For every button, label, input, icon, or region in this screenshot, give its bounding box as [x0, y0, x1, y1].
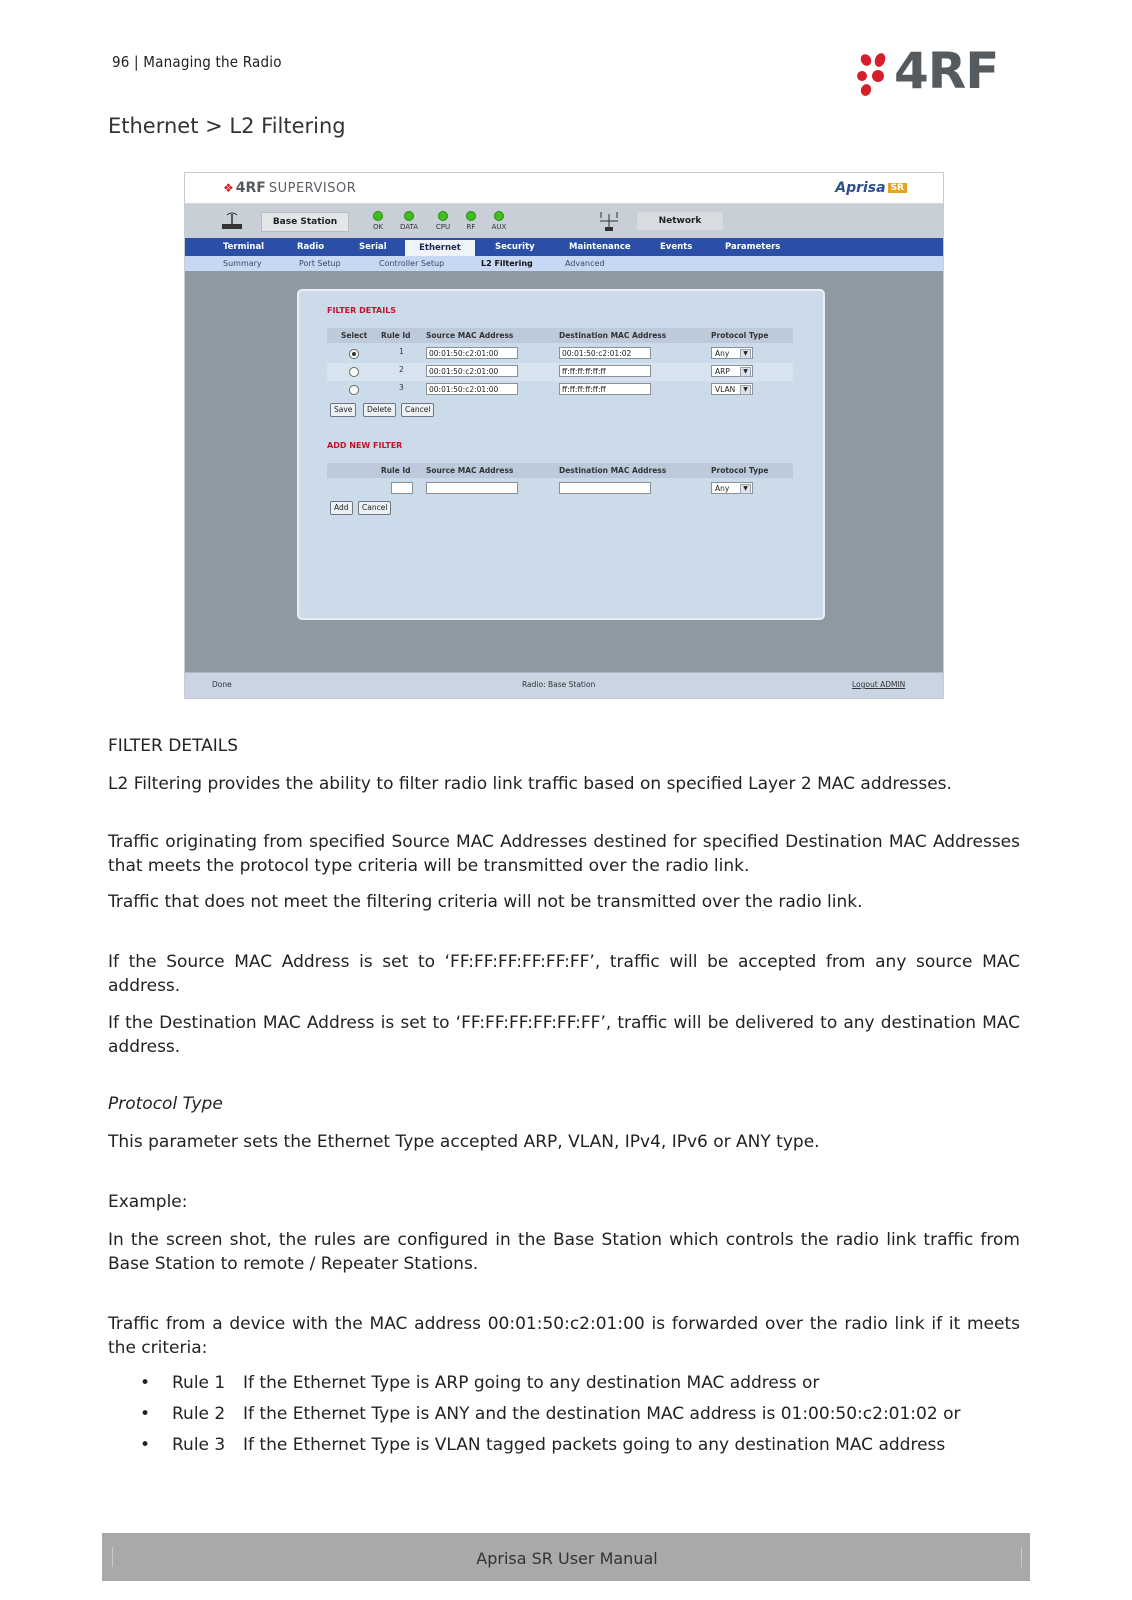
supervisor-top-bar [185, 173, 943, 204]
chevron-down-icon: ▼ [740, 367, 751, 377]
led-label: DATA [399, 223, 419, 231]
supervisor-brand: 4RF [235, 180, 266, 196]
filter-details-header [327, 328, 793, 343]
menu-serial[interactable]: Serial [359, 242, 387, 252]
paragraph-destination-ff: If the Destination MAC Address is set to ‘FF:FF:FF:FF:FF:FF’, traffic will be delivered to any destination MAC address. [108, 1013, 1020, 1057]
destination-mac-input[interactable] [559, 482, 651, 494]
col-source-mac: Source MAC Address [426, 331, 514, 340]
protocol-type-heading: Protocol Type [108, 1094, 223, 1114]
source-mac-input[interactable]: 00:01:50:c2:01:00 [426, 365, 518, 377]
protocol-select[interactable] [711, 383, 753, 395]
led-label: CPU [435, 223, 451, 231]
footer-text: Aprisa SR User Manual [112, 1547, 1022, 1567]
base-station-label[interactable]: Base Station [261, 212, 349, 232]
select-radio[interactable] [349, 367, 359, 377]
submenu-summary[interactable]: Summary [223, 259, 262, 268]
chevron-down-icon: ▼ [740, 385, 751, 395]
paragraph-example: In the screen shot, the rules are configured in the Base Station which controls the radio link traffic from Base Station to remote / Repeater Stations. [108, 1230, 1020, 1274]
led-indicator-icon [404, 211, 414, 221]
menu-events[interactable]: Events [660, 242, 693, 252]
rule-id: 1 [399, 347, 404, 356]
col-rule-id: Rule Id [381, 466, 411, 475]
supervisor-screenshot [184, 172, 944, 699]
filter-panel [297, 289, 825, 620]
bullet-icon: • [140, 1373, 151, 1393]
protocol-value: Any [715, 349, 730, 358]
table-row [327, 345, 793, 363]
page-header-label: 96 | Managing the Radio [112, 53, 282, 71]
col-destination-mac: Destination MAC Address [559, 466, 667, 475]
add-button[interactable]: Add [330, 501, 353, 515]
led-aux [484, 211, 514, 231]
protocol-value: ARP [715, 367, 730, 376]
menu-parameters[interactable]: Parameters [725, 242, 781, 252]
paragraph-traffic-device: Traffic from a device with the MAC address 00:01:50:c2:01:00 is forwarded over the radio link if it meets the criteria: [108, 1314, 1020, 1358]
led-cpu [428, 211, 458, 231]
led-indicator-icon [466, 211, 476, 221]
rule-label: Rule 1 [172, 1373, 226, 1393]
add-new-filter-title: ADD NEW FILTER [327, 441, 403, 450]
status-bar [185, 204, 943, 238]
aprisa-text: Aprisa [835, 180, 886, 196]
source-mac-input[interactable]: 00:01:50:c2:01:00 [426, 347, 518, 359]
menu-maintenance[interactable]: Maintenance [569, 242, 631, 252]
source-mac-input[interactable]: 00:01:50:c2:01:00 [426, 383, 518, 395]
table-row [327, 381, 793, 399]
supervisor-logo [223, 180, 356, 196]
led-indicator-icon [438, 211, 448, 221]
paragraph-traffic-originating: Traffic originating from specified Source MAC Addresses destined for specified Destination MAC Addresses that meets the protocol type criteria will be transmitted over the radio link. [108, 832, 1020, 876]
protocol-select[interactable] [711, 365, 753, 377]
paragraph-source-ff: If the Source MAC Address is set to ‘FF:FF:FF:FF:FF:FF’, traffic will be accepted from any source MAC address. [108, 952, 1020, 996]
col-protocol-type: Protocol Type [711, 466, 769, 475]
rule-text: If the Ethernet Type is ANY and the destination MAC address is 01:00:50:c2:01:02 or [243, 1404, 961, 1424]
menu-radio[interactable]: Radio [297, 242, 325, 252]
led-indicator-icon [373, 211, 383, 221]
filter-details-title: FILTER DETAILS [327, 306, 397, 315]
led-indicator-icon [494, 211, 504, 221]
col-destination-mac: Destination MAC Address [559, 331, 667, 340]
4rf-mark-icon: ❖ [223, 181, 234, 195]
col-protocol-type: Protocol Type [711, 331, 769, 340]
led-rf [456, 211, 486, 231]
rule-id: 3 [399, 383, 404, 392]
select-radio[interactable] [349, 385, 359, 395]
paragraph-protocol-type: This parameter sets the Ethernet Type accepted ARP, VLAN, IPv4, IPv6 or ANY type. [108, 1132, 820, 1152]
4rf-logo-mark-icon [856, 52, 896, 96]
save-button[interactable]: Save [330, 403, 356, 417]
supervisor-product: SUPERVISOR [268, 181, 357, 196]
status-radio: Radio: Base Station [522, 680, 596, 689]
bullet-icon: • [140, 1404, 151, 1424]
base-station-icon [221, 212, 243, 230]
logout-link[interactable]: Logout ADMIN [852, 680, 906, 689]
col-rule-id: Rule Id [381, 331, 411, 340]
4rf-logo [856, 42, 1018, 100]
status-done: Done [212, 680, 232, 689]
source-mac-input[interactable] [426, 482, 518, 494]
rule-label: Rule 3 [172, 1435, 226, 1455]
led-data [394, 211, 424, 231]
rule-text: If the Ethernet Type is VLAN tagged packets going to any destination MAC address [243, 1435, 946, 1455]
cancel-button[interactable]: Cancel [401, 403, 434, 417]
section-title: Ethernet > L2 Filtering [108, 114, 346, 138]
led-ok [363, 211, 393, 231]
col-select: Select [341, 331, 368, 340]
page-footer [102, 1533, 1030, 1581]
select-radio[interactable] [349, 349, 359, 359]
rule-id-input[interactable] [391, 482, 413, 494]
supervisor-status-footer [185, 672, 943, 698]
bullet-icon: • [140, 1435, 151, 1455]
sub-menu [185, 256, 943, 271]
aprisa-badge: SR [888, 183, 907, 193]
paragraph-l2-intro: L2 Filtering provides the ability to filter radio link traffic based on specified Layer 2 MAC addresses. [108, 774, 952, 794]
table-row [327, 363, 793, 381]
led-label: RF [466, 223, 476, 231]
example-heading: Example: [108, 1192, 188, 1212]
submenu-controller-setup[interactable]: Controller Setup [379, 259, 445, 268]
main-menu [185, 238, 943, 256]
destination-mac-input[interactable]: ff:ff:ff:ff:ff:ff [559, 383, 651, 395]
delete-button[interactable]: Delete [363, 403, 396, 417]
aprisa-logo [835, 180, 907, 196]
chevron-down-icon: ▼ [740, 349, 751, 359]
add-filter-row [327, 480, 793, 498]
rule-label: Rule 2 [172, 1404, 226, 1424]
submenu-port-setup[interactable]: Port Setup [299, 259, 341, 268]
paragraph-traffic-not-meet: Traffic that does not meet the filtering criteria will not be transmitted over the radio link. [108, 892, 863, 912]
protocol-value: Any [715, 484, 730, 493]
rule-text: If the Ethernet Type is ARP going to any destination MAC address or [243, 1373, 820, 1393]
network-icon [597, 210, 621, 232]
network-label[interactable]: Network [637, 212, 723, 230]
destination-mac-input[interactable]: 00:01:50:c2:01:02 [559, 347, 651, 359]
chevron-down-icon: ▼ [740, 484, 751, 494]
submenu-advanced[interactable]: Advanced [565, 259, 605, 268]
cancel-button[interactable]: Cancel [358, 501, 391, 515]
protocol-select[interactable] [711, 482, 753, 494]
led-label: OK [372, 223, 384, 231]
filter-details-heading: FILTER DETAILS [108, 736, 239, 756]
logo-text: 4RF [894, 42, 999, 100]
protocol-select[interactable] [711, 347, 753, 359]
menu-ethernet[interactable]: Ethernet [405, 240, 475, 256]
menu-security[interactable]: Security [495, 242, 535, 252]
add-filter-header [327, 463, 793, 478]
destination-mac-input[interactable]: ff:ff:ff:ff:ff:ff [559, 365, 651, 377]
menu-terminal[interactable]: Terminal [223, 242, 265, 252]
rule-id: 2 [399, 365, 404, 374]
submenu-l2-filtering[interactable]: L2 Filtering [481, 259, 533, 268]
led-label: AUX [491, 223, 507, 231]
protocol-value: VLAN [715, 385, 736, 394]
col-source-mac: Source MAC Address [426, 466, 514, 475]
